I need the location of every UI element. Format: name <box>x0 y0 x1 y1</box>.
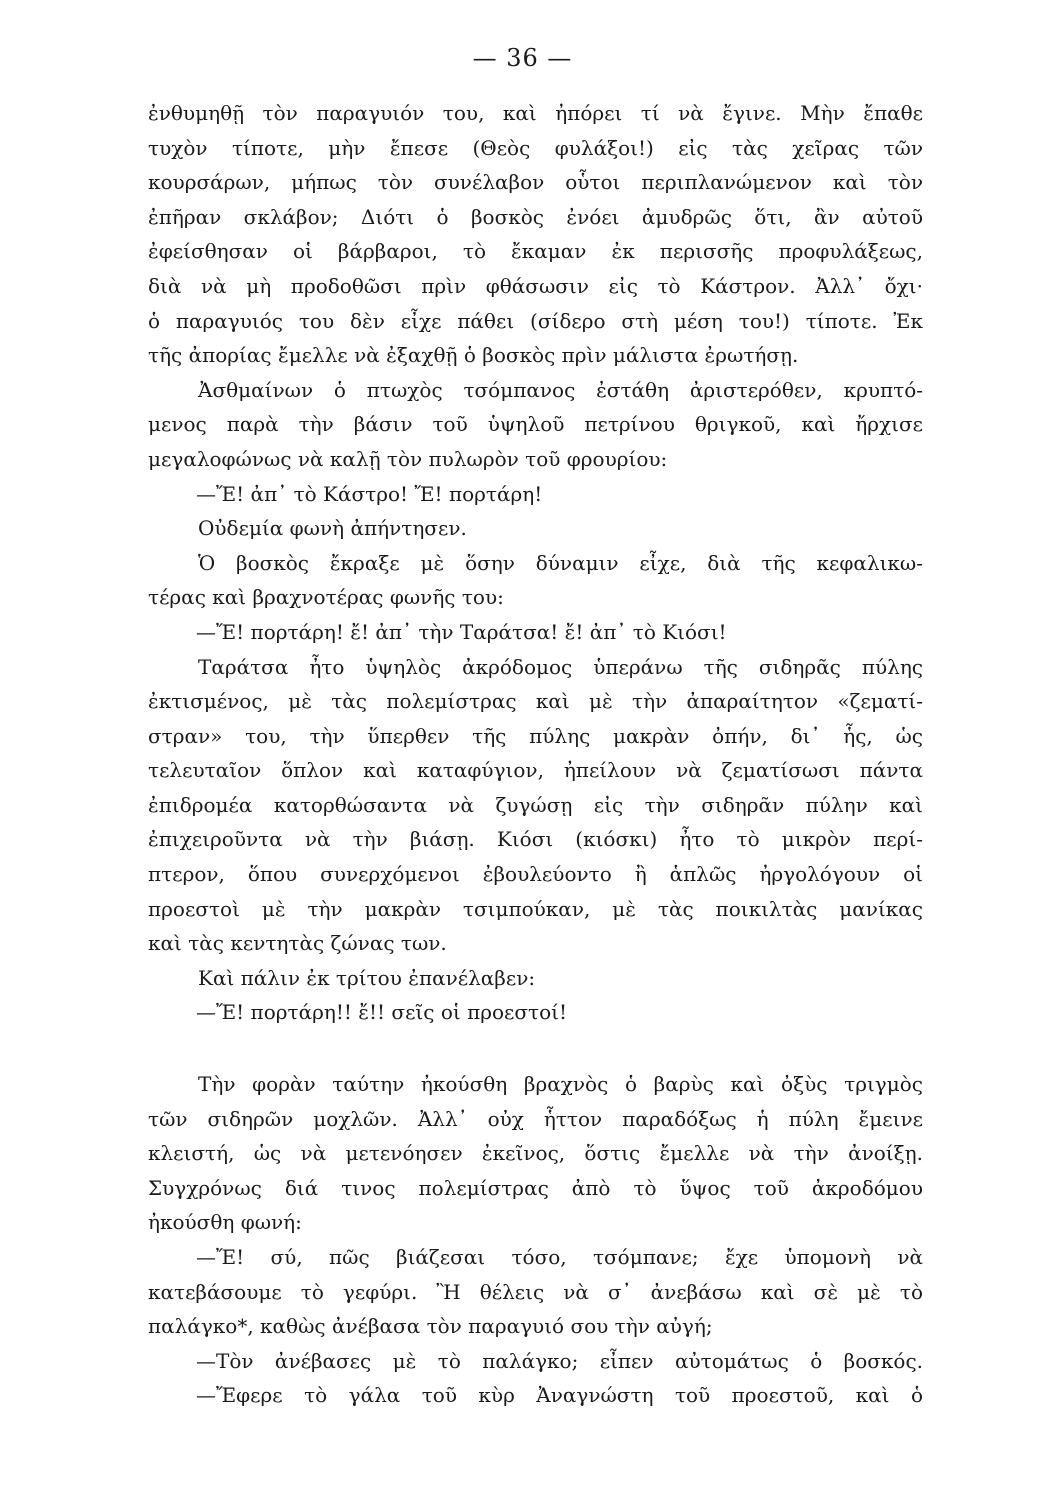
text-line: ἐπιχειροῦντα νὰ τὴν βιάσῃ. Κιόσι (κιόσκι) ἦτο τὸ μικρὸν περί- <box>148 827 923 852</box>
text-line: Τὴν φορὰν ταύτην ἠκούσθη βραχνὸς ὁ βαρὺς καὶ ὀξὺς τριγμὸς <box>198 1072 923 1097</box>
body-text <box>148 96 923 1413</box>
text-line: ὁ παραγυιός του δὲν εἶχε πάθει (σίδερο στὴ μέση του!) τίποτε. Ἐκ <box>148 308 923 333</box>
text-line: τέρας καὶ βραχνοτέρας φωνῆς του: <box>148 585 504 610</box>
text-line: πτερον, ὅπου συνερχόμενοι ἐβουλεύοντο ἢ ἁπλῶς ἠργολόγουν οἱ <box>148 862 923 887</box>
text-line: μενος παρὰ τὴν βάσιν τοῦ ὑψηλοῦ πετρίνου θριγκοῦ, καὶ ἤρχισε <box>148 412 923 437</box>
text-line: ἐνθυμηθῇ τὸν παραγυιόν του, καὶ ἠπόρει τί νὰ ἔγινε. Μὴν ἔπαθε <box>148 101 923 125</box>
dialogue-line: —Τὸν ἀνέβασες μὲ τὸ παλάγκο; εἶπεν αὐτομάτως ὁ βοσκός. <box>196 1348 923 1373</box>
text-line: στραν» του, τὴν ὕπερθεν τῆς πύλης μακρὰν ὀπήν, δι᾽ ἧς, ὡς <box>148 723 923 748</box>
dialogue-line: —Ἔ! πορτάρη!! ἔ!! σεῖς οἱ προεστοί! <box>196 1000 568 1025</box>
paragraph-gap <box>148 1030 923 1067</box>
page-number: — 36 — <box>472 44 573 72</box>
dialogue-line: —Ἔ! ἀπ᾽ τὸ Κάστρο! Ἔ! πορτάρη! <box>196 481 543 506</box>
dialogue-line: —Ἔ! σύ, πῶς βιάζεσαι τόσο, τσόμπανε; ἔχε ὑπομονὴ νὰ <box>196 1245 923 1269</box>
text-line: ἐκτισμένος, μὲ τὰς πολεμίστρας καὶ μὲ τὴν ἀπαραίτητον «ζεματί- <box>148 689 923 714</box>
text-line: κουρσάρων, μήπως τὸν συνέλαβον οὗτοι περιπλανώμενον καὶ τὸν <box>148 170 923 195</box>
text-line: Ταράτσα ἦτο ὑψηλὸς ἀκρόδομος ὑπεράνω τῆς σιδηρᾶς πύλης <box>198 654 923 679</box>
text-line: ἠκούσθη φωνή: <box>148 1210 302 1235</box>
text-line: κλειστή, ὡς νὰ μετενόησεν ἐκεῖνος, ὅστις ἔμελλε νὰ τὴν ἀνοίξῃ. <box>148 1141 923 1166</box>
text-line: Ὁ βοσκὸς ἔκραξε μὲ ὅσην δύναμιν εἶχε, διὰ τῆς κεφαλικω- <box>198 550 923 575</box>
text-line: τῶν σιδηρῶν μοχλῶν. Ἀλλ᾽ οὐχ ἧττον παραδόξως ἡ πύλη ἔμεινε <box>148 1106 923 1131</box>
text-line: καὶ τὰς κεντητὰς ζώνας των. <box>148 931 447 956</box>
text-line: διὰ νὰ μὴ προδοθῶσι πρὶν φθάσωσιν εἰς τὸ Κάστρον. Ἀλλ᾽ ὄχι· <box>148 273 923 298</box>
dialogue-line: —Ἔφερε τὸ γάλα τοῦ κὺρ Ἀναγνώστη τοῦ προεστοῦ, καὶ ὁ <box>196 1383 923 1408</box>
text-line: παλάγκο*, καθὼς ἀνέβασα τὸν παραγυιό σου τὴν αὐγή; <box>148 1314 713 1339</box>
text-line: ἐπῆραν σκλάβον; Διότι ὁ βοσκὸς ἐνόει ἀμυδρῶς ὅτι, ἂν αὐτοῦ <box>148 204 923 229</box>
dialogue-line: —Ἔ! πορτάρη! ἔ! ἀπ᾽ τὴν Ταράτσα! ἔ! ἀπ᾽ τὸ Κιόσι! <box>196 619 727 644</box>
text-line: τυχὸν τίποτε, μὴν ἔπεσε (Θεὸς φυλάξοι!) εἰς τὰς χεῖρας τῶν <box>148 135 923 160</box>
text-line: τελευταῖον ὅπλον καὶ καταφύγιον, ἠπείλουν νὰ ζεματίσωσι πάντα <box>148 758 923 783</box>
text-line: Οὐδεμία φωνὴ ἀπήντησεν. <box>198 516 467 541</box>
text-line: Ἀσθμαίνων ὁ πτωχὸς τσόμπανος ἐστάθη ἀριστερόθεν, κρυπτό- <box>198 377 923 402</box>
text-line: προεστοὶ μὲ τὴν μακρὰν τσιμπούκαν, μὲ τὰς ποικιλτὰς μανίκας <box>148 896 923 921</box>
text-line: Συγχρόνως διά τινος πολεμίστρας ἀπὸ τὸ ὕψος τοῦ ἀκροδόμου <box>148 1175 923 1200</box>
text-line: ἐπιδρομέα κατορθώσαντα νὰ ζυγώσῃ εἰς τὴν σιδηρᾶν πύλην καὶ <box>148 792 923 817</box>
text-line: κατεβάσουμε τὸ γεφύρι. Ἢ θέλεις νὰ σ᾽ ἀνεβάσω καὶ σὲ μὲ τὸ <box>148 1279 923 1304</box>
text-line: ἐφείσθησαν οἱ βάρβαροι, τὸ ἔκαμαν ἐκ περισσῆς προφυλάξεως, <box>148 239 923 264</box>
text-line: μεγαλοφώνως νὰ καλῇ τὸν πυλωρὸν τοῦ φρουρίου: <box>148 446 668 471</box>
text-line: Καὶ πάλιν ἐκ τρίτου ἐπανέλαβεν: <box>198 965 536 990</box>
text-line: τῆς ἀπορίας ἔμελλε νὰ ἐξαχθῇ ὁ βοσκὸς πρὶν μάλιστα ἐρωτήσῃ. <box>148 343 799 368</box>
